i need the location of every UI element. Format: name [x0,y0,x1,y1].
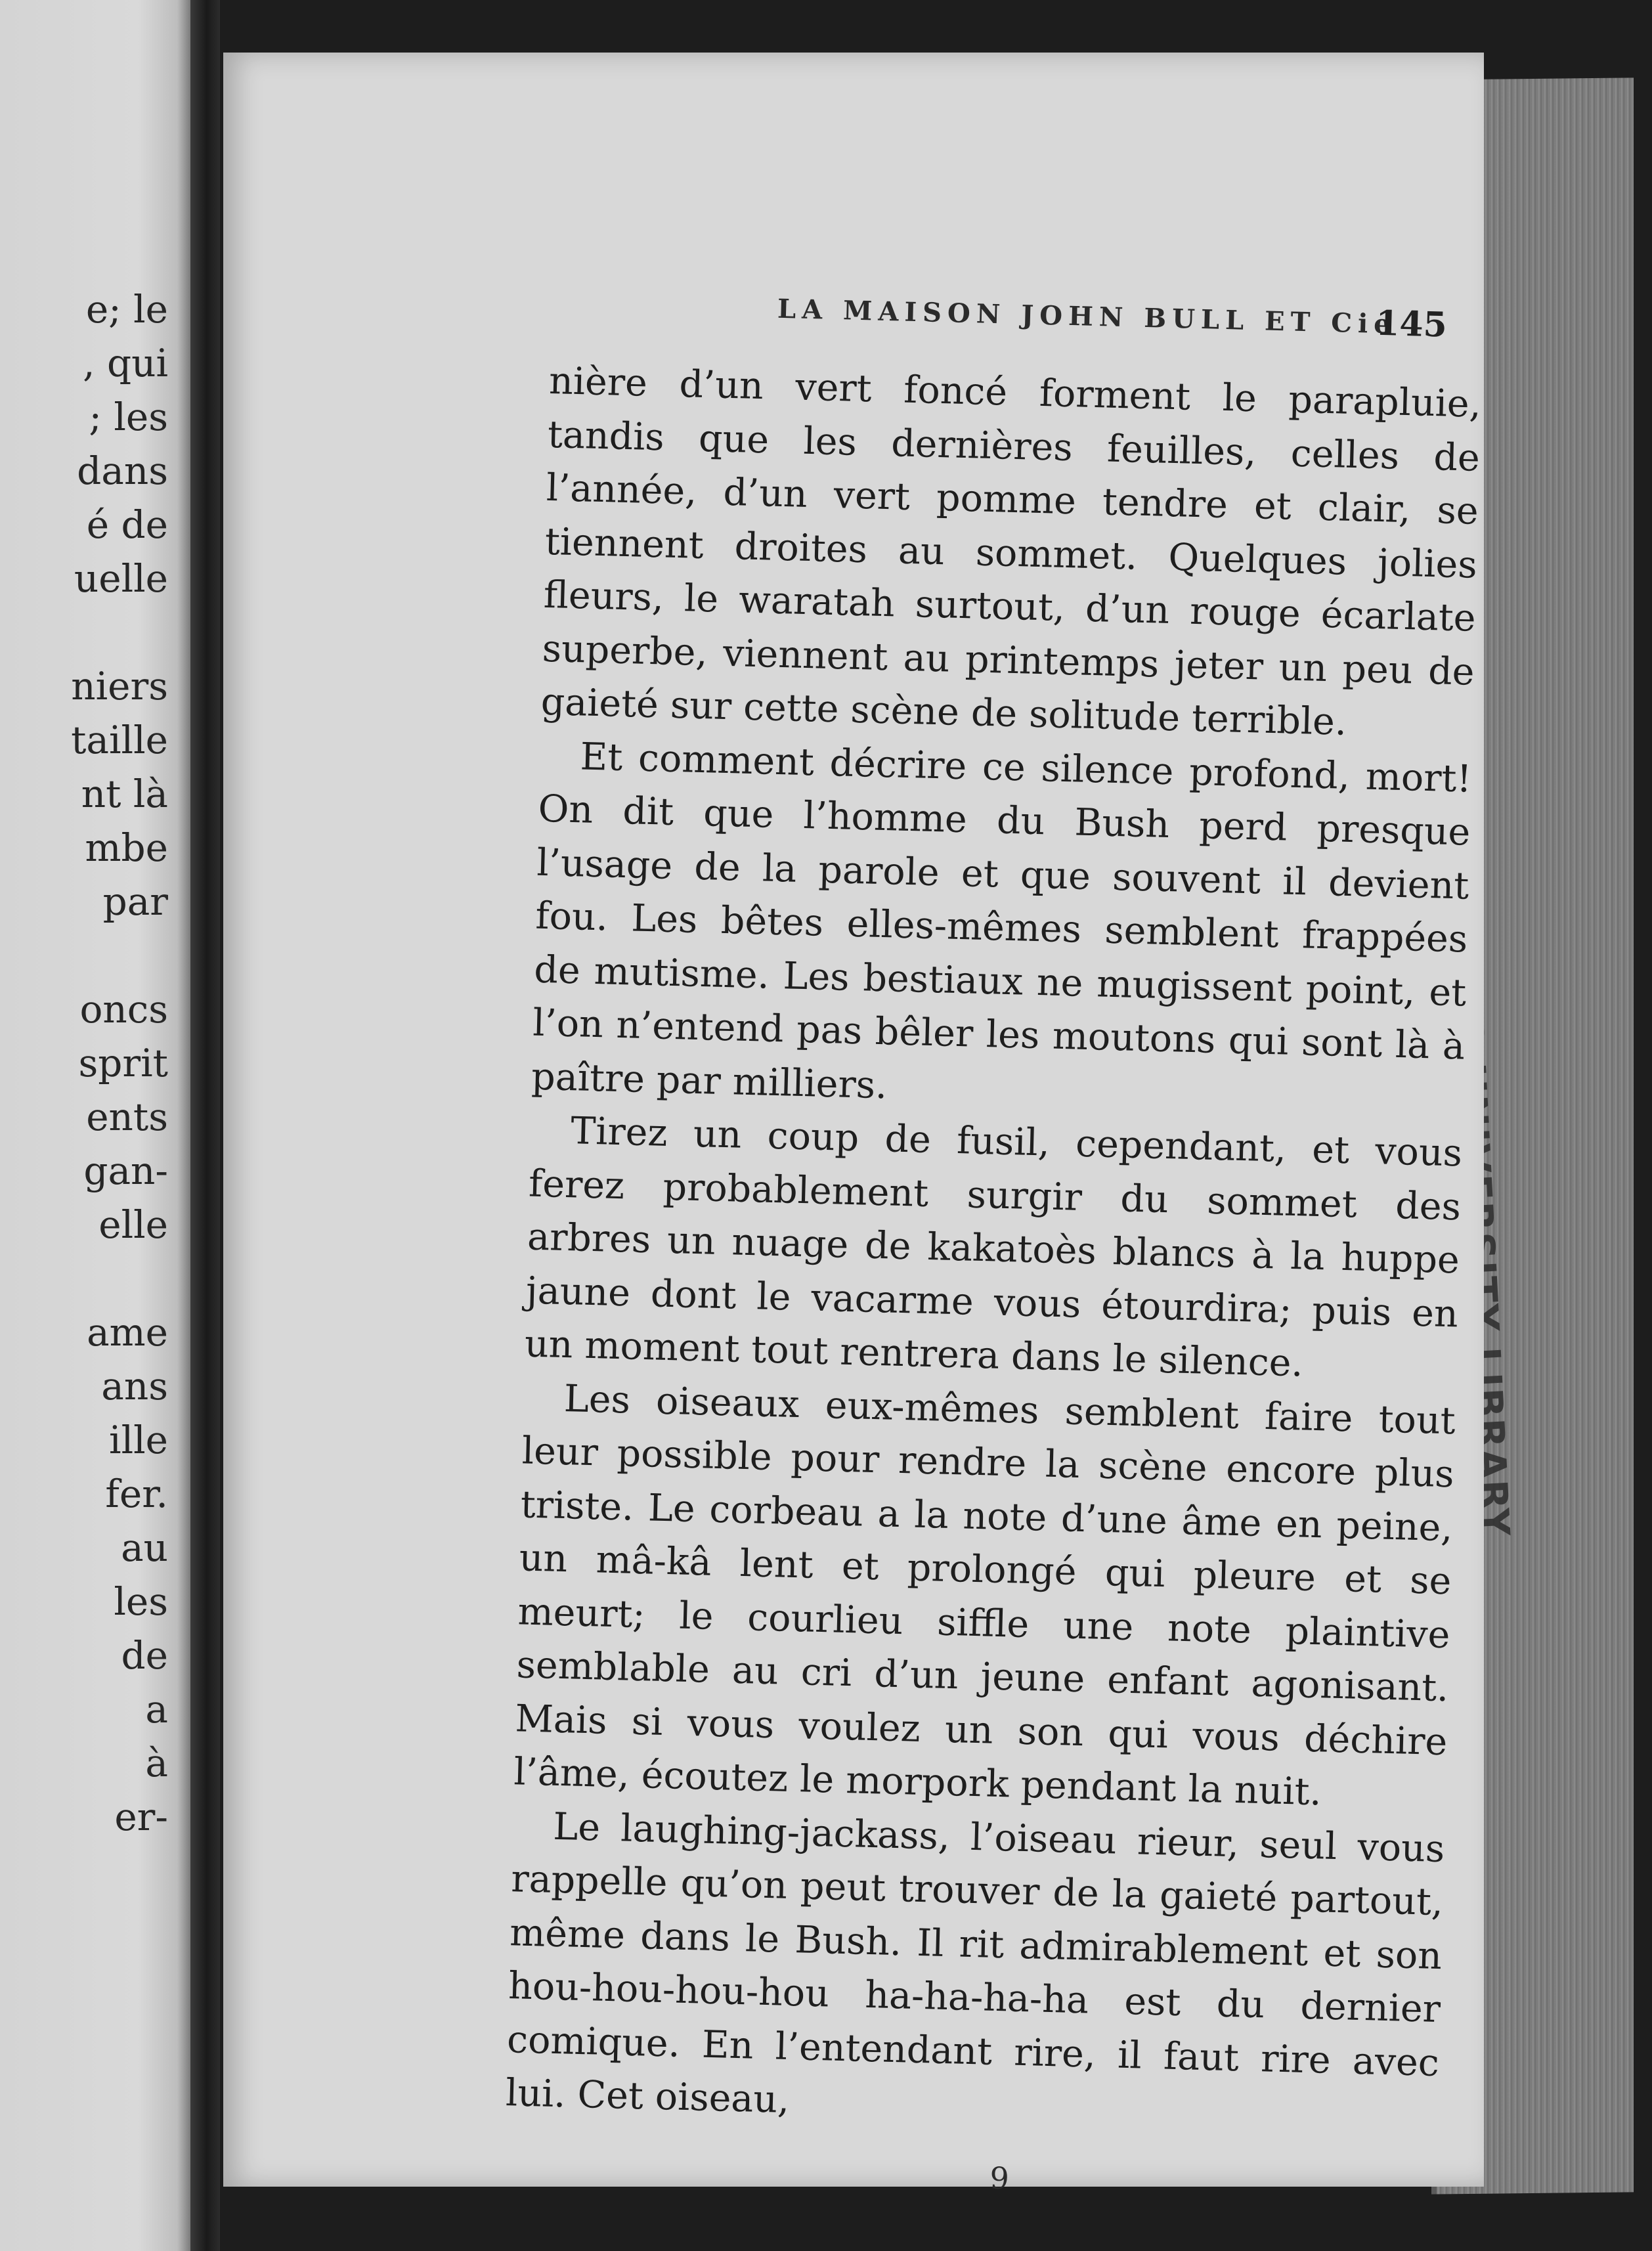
previous-page-line: niers [71,664,168,709]
previous-page-line: de [121,1633,168,1678]
book-gutter [190,0,220,2251]
signature-mark: 9 [989,2160,1010,2196]
previous-page [0,0,197,2251]
previous-page-line: les [114,1579,168,1624]
previous-page-line: ame [87,1310,168,1355]
previous-page-line: ille [109,1418,168,1462]
previous-page-line: , qui [83,341,168,385]
previous-page-line: a [145,1687,168,1732]
previous-page-line: é de [86,502,168,547]
running-head: LA MAISON JOHN BULL ET Cie [777,293,1397,340]
previous-page-line: par [102,879,168,924]
previous-page-line [71,1252,168,1305]
page-number: 145 [1375,303,1448,345]
previous-page-line: à [145,1741,168,1785]
previous-page-line: uelle [74,556,168,601]
previous-page-text [71,282,168,1844]
previous-page-line [71,605,168,659]
previous-page-line: fer. [105,1472,168,1516]
previous-page-line: oncs [79,987,168,1032]
paragraph: Tirez un coup de fusil, cependant, et vous ferez probablement surgir du sommet des arbres un nuage de kakatoès blancs à la huppe jaune dont le vacarme vous étourdira; puis en un moment tout rentrera dans le silence. [524,1109,1463,1386]
book-page [223,53,1484,2196]
previous-page-line: ents [86,1095,168,1139]
paragraph: Les oiseaux eux-mêmes semblent faire tout leur possible pour rendre la scène encore plus triste. Le corbeau a la note d’une âme en peine, un mâ-kâ lent et prolongé qui pleure et se meurt; le courlieu siffle une note plaintive semblable au cri d’un jeune enfant agonisant. Mais si vous voulez un son qui vous déchire l’âme, écoutez le morpork pendant la nuit. [513,1376,1456,1814]
previous-page-line: taille [71,718,168,762]
previous-page-line: dans [77,448,168,493]
page-content [504,282,1484,2207]
previous-page-line: elle [98,1202,168,1247]
paragraph: nière d’un vert foncé forment le parapluie, tandis que les dernières feuilles, celles de l’année, d’un vert pomme tendre et clair, se tiennent droites au sommet. Quelques jolies fleurs, le waratah surtout, d’un rouge écarlate superbe, viennent au printemps jeter un peu de gaieté sur cette scène de solitude terrible. [540,359,1482,744]
previous-page-line: au [121,1525,168,1570]
previous-page-line: mbe [85,825,168,870]
body-text [505,355,1482,2144]
previous-page-line: sprit [78,1041,168,1085]
previous-page-line [71,929,168,982]
paragraph: Et comment décrire ce silence profond, mort! On dit que l’homme du Bush perd presque l’usage de la parole et que souvent il devient fou. Les bêtes elles-mêmes semblent frappées de mutisme. Les bestiaux ne mugissent point, et l’on n’entend pas bêler les moutons qui sont là à paître par milliers. [531,734,1473,1107]
previous-page-line: nt là [81,772,168,816]
previous-page-line: gan- [83,1148,168,1193]
previous-page-line: e; le [85,287,168,332]
previous-page-line: ; les [89,395,168,439]
previous-page-line: ans [101,1364,168,1409]
previous-page-line: er- [114,1795,168,1839]
paragraph: Le laughing-jackass, l’oiseau rieur, seul vous rappelle qu’on peut trouver de la gaieté partout, même dans le Bush. Il rit admirablement et son hou-hou-hou-hou ha-ha-ha-ha est du dernier comique. En l’entendant rire, il faut rire avec lui. Cet oiseau, [505,1804,1445,2122]
